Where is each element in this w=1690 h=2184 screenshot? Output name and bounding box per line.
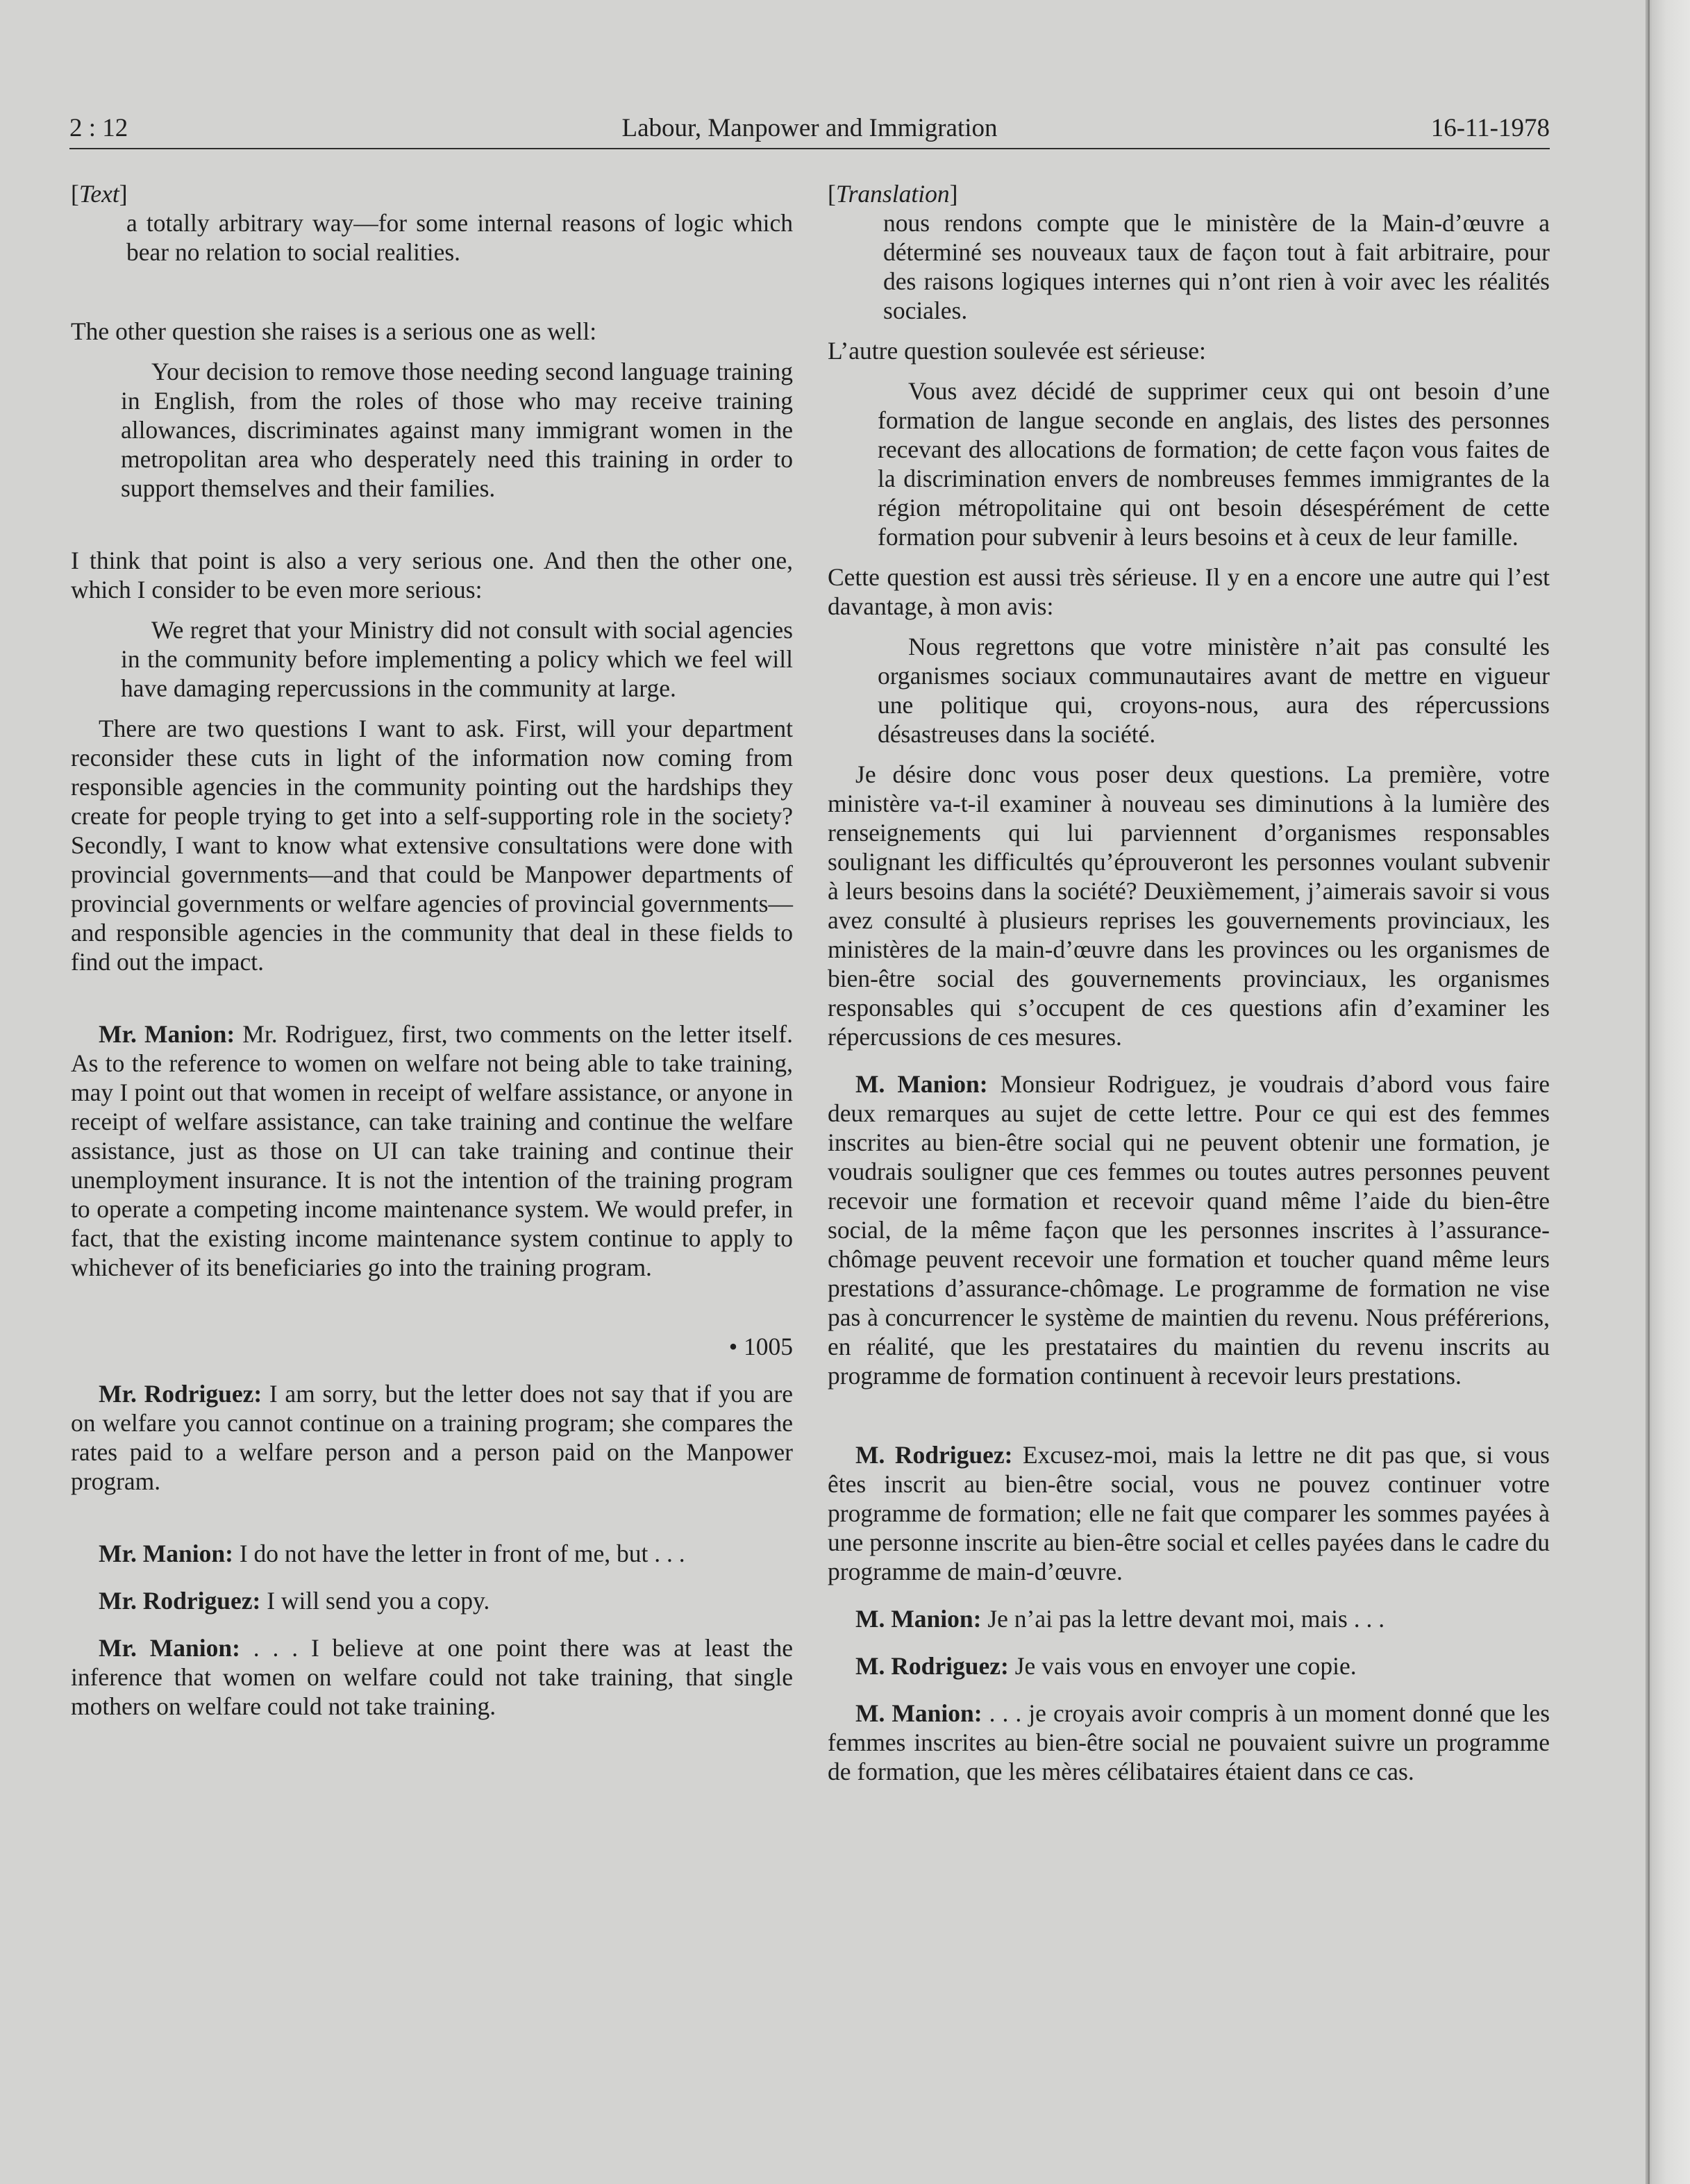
speech-text: I am sorry, but the letter does not say that if you are on welfare you cannot continue on a training program; she compares the rates paid to a welfare person and a person paid on the Manpower program. xyxy=(71,1380,793,1495)
paragraph: The other question she raises is a serious one as well: xyxy=(71,317,597,345)
speech-paragraph xyxy=(828,1604,1550,1633)
speaker-name: Mr. Manion: xyxy=(99,1020,235,1048)
block-quote: Your decision to remove those needing second language training in English, from the roles of those who may receive training allowances, discriminates against many immigrant women in the metropolitan area who desperately need this training in order to support themselves and their families. xyxy=(121,358,793,502)
speech-paragraph xyxy=(71,1586,793,1615)
speaker-name: M. Rodriguez: xyxy=(855,1441,1013,1469)
speaker-name: M. Rodriguez: xyxy=(855,1652,1009,1680)
speech-paragraph xyxy=(828,1069,1550,1390)
speech-text: Monsieur Rodriguez, je voudrais d’abord vous faire deux remarques au sujet de cette lettre. Pour ce qui est des femmes inscrites au bien-être social qui ne peuvent obtenir une formation, je voudrais souligner que ces femmes ou toutes autres personnes peuvent recevoir une formation et recevoir quand même l’aide du bien-être social, de la même façon que les personnes inscrites à l’assurance-chômage peuvent recevoir une formation et toucher quand même leurs prestations d’assurance-chômage. Le programme de formation ne vise pas à concurrencer le système de maintien du revenu. Nous préférerions, en réalité, que les prestataires du maintien du revenu inscrits au programme de formation continuent à recevoir leurs prestations. xyxy=(828,1070,1550,1390)
speech-text: Excusez-moi, mais la lettre ne dit pas que, si vous êtes inscrit au bien-être social, vous ne pouvez continuer votre programme de formation; elle ne fait que comparer les sommes payées à une personne inscrite au bien-être social et celles payées dans le cadre du programme de main-d’œuvre. xyxy=(828,1441,1550,1585)
block-quote: Vous avez décidé de supprimer ceux qui ont besoin d’une formation de langue seconde en anglais, des listes des personnes recevant des allocations de formation; de cette façon vous faites de la discrimination envers de nombreuses femmes immigrantes de la région métropolitaine qui ont besoin désespérément de cette formation pour subvenir à leurs besoins et à ceux de leur famille. xyxy=(878,377,1550,551)
english-column xyxy=(71,179,793,1721)
speech-text: I will send you a copy. xyxy=(260,1587,490,1615)
speaker-name: Mr. Rodriguez: xyxy=(99,1587,261,1615)
page-title: Labour, Manpower and Immigration xyxy=(621,114,998,142)
translation-tag: [Translation] xyxy=(828,180,958,208)
speaker-name: M. Manion: xyxy=(855,1605,982,1633)
speaker-name: Mr. Manion: xyxy=(99,1634,240,1662)
block-quote: We regret that your Ministry did not consult with social agencies in the community before implementing a policy which we feel will have damaging repercussions in the community at large. xyxy=(121,616,793,702)
paragraph: a totally arbitrary way—for some internal reasons of logic which bear no relation to social realities. xyxy=(126,209,793,266)
speaker-name: M. Manion: xyxy=(855,1699,982,1727)
header-rule xyxy=(69,148,1550,149)
page-edge xyxy=(1646,0,1690,2184)
speech-text: Mr. Rodriguez, first, two comments on the letter itself. As to the reference to women on welfare not being able to take training, may I point out that women in receipt of welfare assistance, or anyone in receipt of welfare assistance, can take training and continue the welfare assistance, just as those on UI can take training and continue their unemployment insurance. It is not the intention of the training program to operate a competing income maintenance system. We would prefer, in fact, that the existing income maintenance system continue to apply to whichever of its beneficiaries go into the training program. xyxy=(71,1020,794,1281)
text-tag: [Text] xyxy=(71,180,128,208)
speech-text: I do not have the letter in front of me, but . . . xyxy=(233,1540,685,1567)
speech-text: . . . I believe at one point there was at least the inference that women on welfare could not take training, that single mothers on welfare could not take training. xyxy=(71,1634,794,1720)
page-edge-line xyxy=(1648,0,1650,2184)
speech-paragraph xyxy=(828,1440,1550,1586)
speech-text: Je n’ai pas la lettre devant moi, mais . . . xyxy=(981,1605,1385,1633)
speaker-name: M. Manion: xyxy=(855,1070,988,1098)
page-header xyxy=(69,104,1550,149)
timestamp: • 1005 xyxy=(728,1333,793,1360)
speech-paragraph xyxy=(71,1379,793,1496)
speech-paragraph xyxy=(828,1651,1550,1681)
paragraph: nous rendons compte que le ministère de la Main-d’œuvre a déterminé ses nouveaux taux de façon tout à fait arbitraire, pour des raisons logiques internes qui n’ont rien à voir avec les réalités sociales. xyxy=(883,209,1550,324)
paragraph: Je désire donc vous poser deux questions. La première, votre ministère va-t-il examiner à nouveau ses diminutions à la lumière des renseignements qui lui parviennent d’organismes responsables soulignant les difficultés qu’éprouveront les personnes voulant subvenir à leurs besoins dans la société? Deuxièmement, j’aimerais savoir si vous avez consulté à plusieurs reprises les gouvernements provinciaux, les ministères de la main-d’œuvre dans les provinces ou les organismes de bien-être social des gouvernements provinciaux, les organismes responsables qui s’occupent de ces questions afin d’examiner les répercussions de ces mesures. xyxy=(828,760,1550,1051)
paragraph: I think that point is also a very serious one. And then the other one, which I consider to be even more serious: xyxy=(71,547,793,603)
paragraph: Cette question est aussi très sérieuse. Il y en a encore une autre qui l’est davantage, à mon avis: xyxy=(828,563,1550,620)
speech-text: Je vais vous en envoyer une copie. xyxy=(1008,1652,1357,1680)
speech-paragraph xyxy=(828,1699,1550,1786)
speaker-name: Mr. Manion: xyxy=(99,1540,233,1567)
french-column xyxy=(828,179,1550,1786)
speech-paragraph xyxy=(71,1019,793,1282)
speech-text: . . . je croyais avoir compris à un moment donné que les femmes inscrites au bien-être social ne pouvaient suivre un programme de formation, que les mères célibataires étaient dans ce cas. xyxy=(828,1699,1550,1785)
paragraph: There are two questions I want to ask. First, will your department reconsider these cuts in light of the information now coming from responsible agencies in the community pointing out the hardships they create for people trying to get into a self-supporting role in the society? Secondly, I want to know what extensive consultations were done with provincial governments—and that could be Manpower departments of provincial governments or welfare agencies of provincial governments—and responsible agencies in the community that deal in these fields to find out the impact. xyxy=(71,715,793,976)
page-date: 16-11-1978 xyxy=(1430,114,1550,142)
speech-paragraph xyxy=(71,1633,793,1721)
speaker-name: Mr. Rodriguez: xyxy=(99,1380,262,1408)
page-number: 2 : 12 xyxy=(69,114,128,142)
speech-paragraph xyxy=(71,1539,793,1568)
paragraph: L’autre question soulevée est sérieuse: xyxy=(828,337,1206,365)
block-quote: Nous regrettons que votre ministère n’ait pas consulté les organismes sociaux communautaires avant de mettre en vigueur une politique qui, croyons-nous, aura des répercussions désastreuses dans la société. xyxy=(878,633,1550,748)
